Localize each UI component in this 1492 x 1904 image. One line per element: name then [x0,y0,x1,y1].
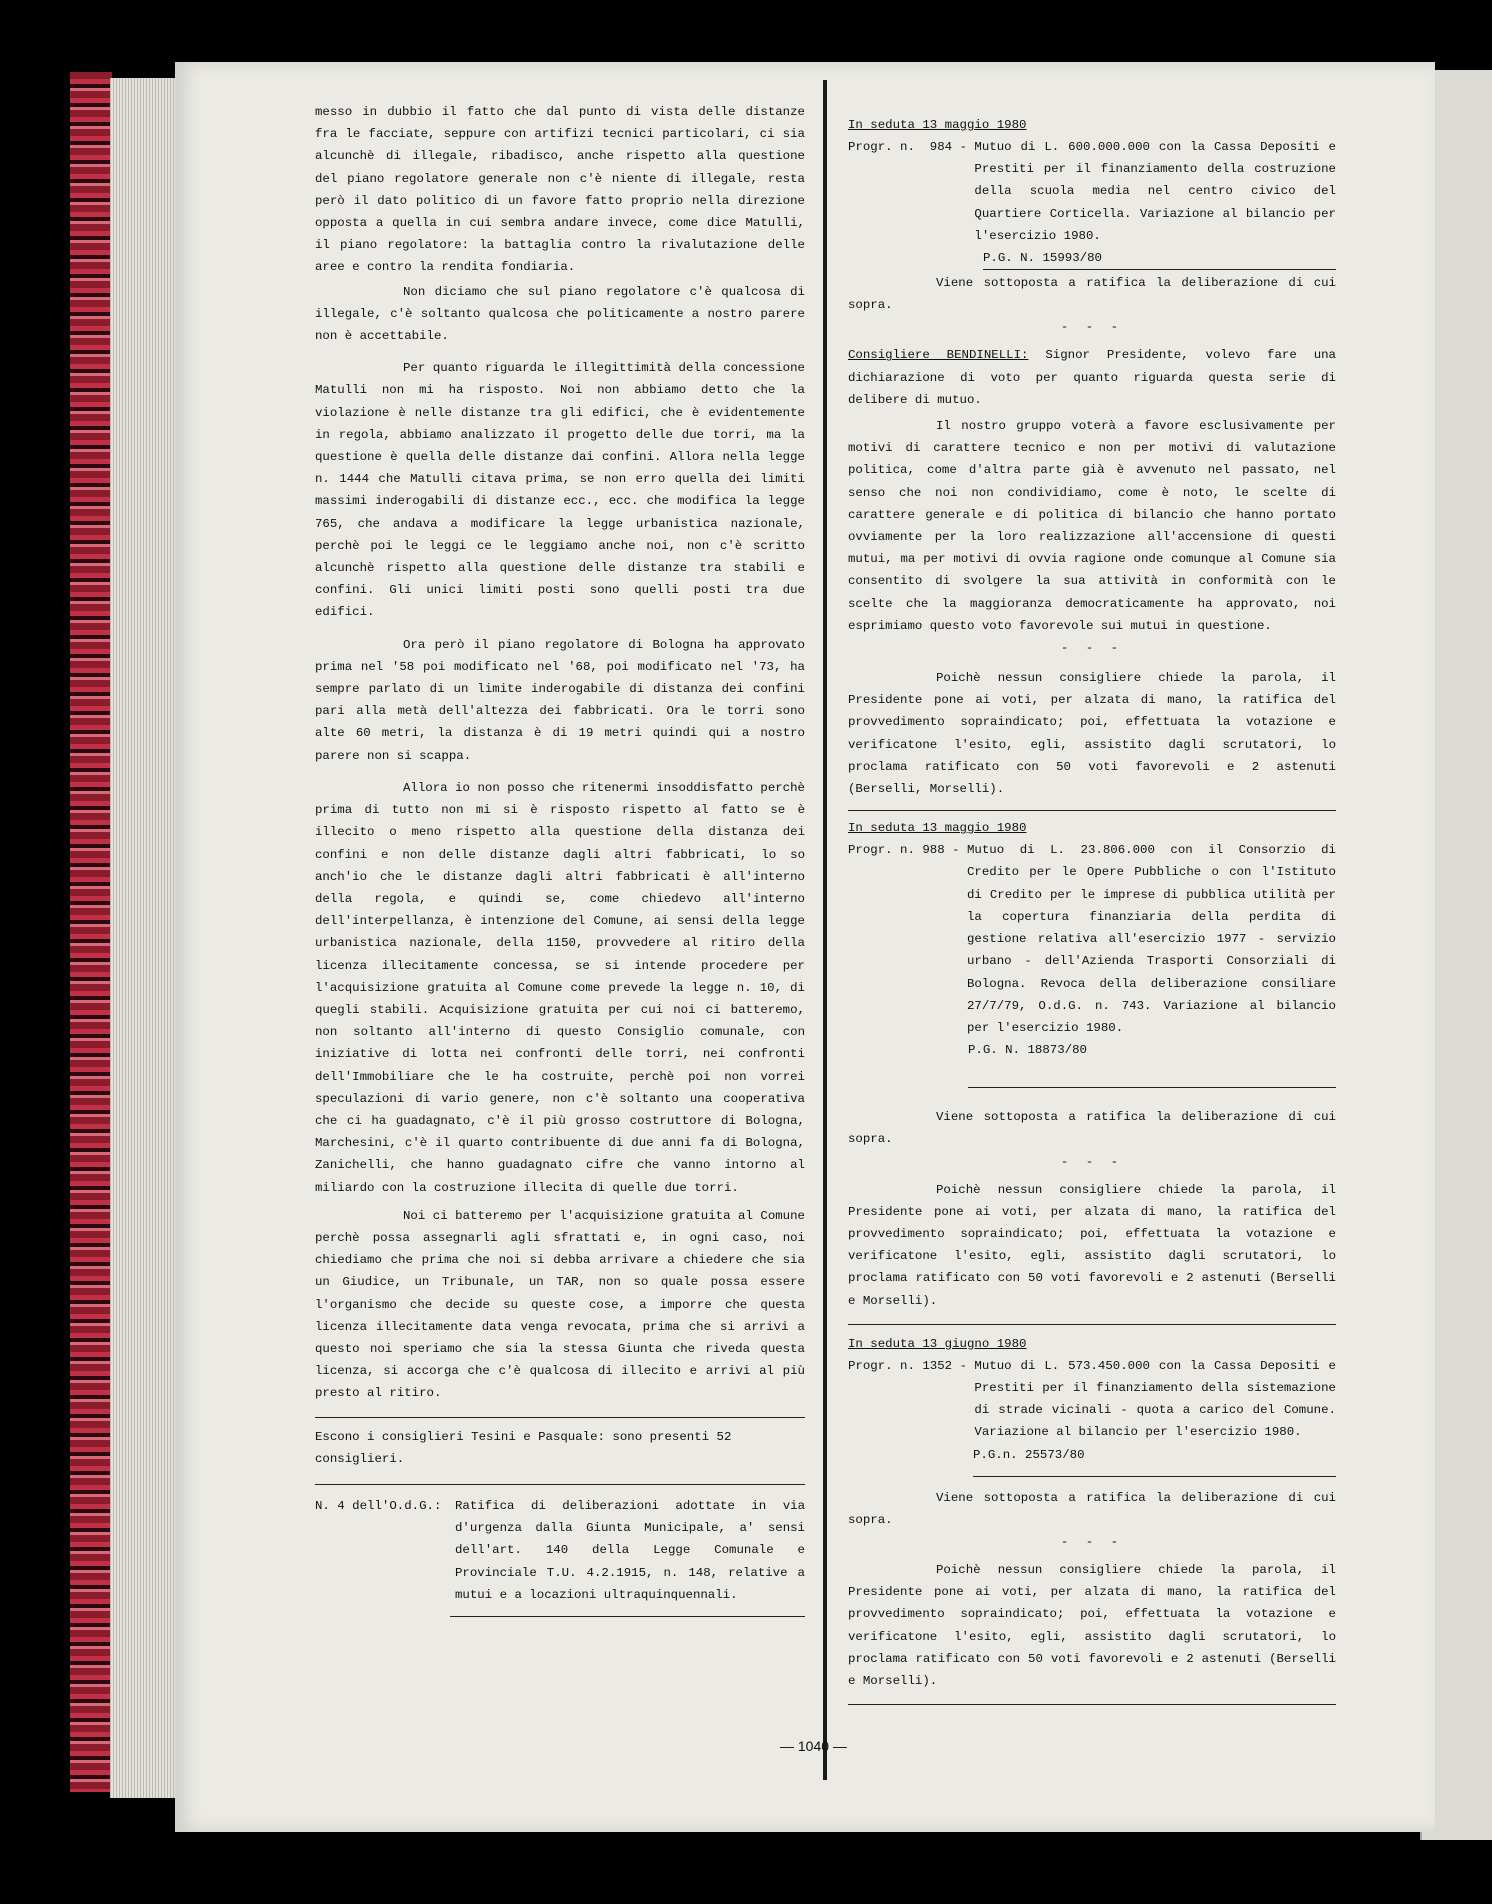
session-heading: In seduta 13 giugno 1980 [848,1336,1027,1351]
separator-rule [848,810,1336,811]
page-number: — 1040 — [780,1738,847,1754]
session-heading: In seduta 13 maggio 1980 [848,821,1027,836]
progr-label: Progr. n. 984 - [848,140,975,154]
bendinelli-paragraph: Il nostro gruppo voterà a favore esclusivamente per motivi di carattere tecnico e non per motivi di valutazione politica, come d'altra parte già è avvenuto nel passato, nel senso che noi non condividiamo, come è noto, le scelte di carattere generale e di politica di bilancio che hanno portato ovviamente per la loro realizzazione all'accensione di questi mutui, ma per motivi di ovvia ragione onde comunque al Comune sia consentito di svolgere la sua attività in conformità con le scelte che la maggioranza democraticamente ha approvato, noi esprimiamo questo voto favorevole sui mutui in questione. [848,419,1336,633]
speaker-name: Consigliere BENDINELLI: [848,348,1029,363]
pg-number: P.G. N. 18873/80 [968,1043,1087,1058]
progr-text: Mutuo di L. 573.450.000 con la Cassa Depositi e Prestiti per il finanziamento della sistemazione di strade vicinali - quota a carico del Comune. Variazione al bilancio per l'esercizio 1980. [974,1358,1336,1440]
separator-rule [973,1476,1336,1477]
vote-paragraph: Poichè nessun consigliere chiede la parola, il Presidente pone ai voti, per alzata di mano, la ratifica del provvedimento sopraindicato; poi, effettuata la votazione e verificatone l'esito, egli, assistito dagli scrutatori, lo proclama ratificato con 50 voti favorevoli e 2 astenuti (Berselli e Morselli). [848,1562,1336,1688]
separator-rule [315,1484,805,1485]
dashes: - - - [1060,641,1124,656]
vote-paragraph: Poichè nessun consigliere chiede la parola, il Presidente pone ai voti, per alzata di mano, la ratifica del provvedimento sopraindicato; poi, effettuata la votazione e verificatone l'esito, egli, assistito dagli scrutatori, lo proclama ratificato con 50 voti favorevoli e 2 astenuti (Berselli, Morselli). [848,671,1336,797]
odg-item [315,1495,805,1606]
left-column [315,101,805,1617]
paragraph-2: Non diciamo che sul piano regolatore c'è qualcosa di illegale, c'è soltanto qualcosa che politicamente a nostro parere non è accettabile. [315,284,805,344]
paragraph-6: Noi ci batteremo per l'acquisizione gratuita al Comune perchè possa assegnarli agli sfrattati e, in ogni caso, noi chiediamo che prima che noi si debba arrivare a chiedere che sia un Giudice, un Tribunale, un TAR, non so quale possa essere l'organismo che decide su queste cose, a imporre che questa licenza illecitamente data venga revocata, prima che si arrivi a questo noi speriamo che sia la stessa Giunta che riveda questa licenza, si accorga che c'è qualcosa di illecito e arrivi al più presto al ritiro. [315,1208,805,1401]
progr-item [848,839,1336,1039]
separator-rule [968,1087,1336,1088]
column-divider [823,80,827,1780]
progr-item [848,1355,1336,1444]
paragraph-4: Ora però il piano regolatore di Bologna ha approvato prima nel '58 poi modificato nel '68, poi modificato nel '73, ha sempre parlato di un limite inderogabile di distanza dei confini pari alla metà dell'altezza dei fabbricati. Ora le torri sono alte 60 metri, la distanza è di 19 metri quindi qui a nostro parere non si scappa. [315,637,805,763]
paragraph-5: Allora io non posso che ritenermi insoddisfatto perchè prima di tutto non mi si è risposto rispetto al fatto se è illecito o meno rispetto alla questione della distanza dei confini e non delle distanze dagli altri fabbricati, lo so anch'io che le distanze dagli altri fabbricati è all'interno della regola, e quindi se, come chiedevo all'interno dell'interpellanza, è intenzione del Comune, ai sensi della legge urbanistica nazionale, della 1150, provvedere al ritiro della licenza illecitamente concessa, se si intende procedere per l'acquisizione gratuita al Comune come prevede la legge n. 10, di quegli stabili. Acquisizione gratuita per cui noi ci batteremo, non soltanto all'interno di questo Consiglio comunale, con iniziative di lotta nei confronti delle torri, nei confronti dell'Immobiliare che le ha costruite, perchè poi non vorrei speculazioni di vario genere, non c'è soltanto una cooperativa che ci ha guadagnato, c'è il più grosso costruttore di Bologna, Marchesini, c'è il quarto contribuente di due anni fa di Bologna, Zanichelli, che hanno guadagnato cifre che vanno intorno al miliardo con la costruzione illecita di quelle due torri. [315,780,805,1195]
vote-paragraph: Poichè nessun consigliere chiede la parola, il Presidente pone ai voti, per alzata di mano, la ratifica del provvedimento sopraindicato; poi, effettuata la votazione e verificatone l'esito, egli, assistito dagli scrutatori, lo proclama ratificato con 50 voti favorevoli e 2 astenuti (Berselli e Morselli). [848,1182,1336,1308]
separator-rule [983,269,1336,270]
separator-rule [848,1324,1336,1325]
dashes: - - - [1060,1534,1124,1549]
dashes: - - - [1060,1154,1124,1169]
separator-rule [848,1704,1336,1705]
ratifica-note: Viene sottoposta a ratifica la deliberazione di cui sopra. [848,276,1336,313]
speaker-text: Signor Presidente, volevo fare una dichiarazione di voto per quanto riguarda questa serie di delibere di mutuo. [848,348,1336,407]
session-heading: In seduta 13 maggio 1980 [848,118,1027,132]
odg-text: Ratifica di deliberazioni adottate in via d'urgenza dalla Giunta Municipale, a' sensi dell'art. 140 della Legge Comunale e Provinciale T.U. 4.2.1915, n. 148, relative a mutui e a locazioni ultraquinquennali. [455,1498,805,1602]
separator-rule [450,1616,805,1617]
bendinelli-intervention [848,344,1336,411]
pg-number: P.G.n. 25573/80 [973,1447,1085,1462]
progr-item [848,136,1336,247]
progr-text: Mutuo di L. 23.806.000 con il Consorzio di Credito per le Opere Pubbliche o con l'Istituto di Credito per le imprese di pubblica utilità per la copertura finanziaria della perdita di gestione relativa all'esercizio 1977 - servizio urbano - dell'Azienda Trasporti Consorziali di Bologna. Revoca della deliberazione consiliare 27/7/79, O.d.G. n. 743. Variazione al bilancio per l'esercizio 1980. [966,843,1336,1035]
progr-text: Mutuo di L. 600.000.000 con la Cassa Depositi e Prestiti per il finanziamento della costruzione della scuola media nel centro civico del Quartiere Corticella. Variazione al bilancio per l'esercizio 1980. [974,140,1336,243]
paragraph-1: messo in dubbio il fatto che dal punto di vista delle distanze fra le facciate, seppure con artifizi tecnici particolari, ci sia alcunchè di illegale, ribadisco, anche rispetto alla questione del piano regolatore generale non c'è niente di illegale, resta però il dato politico di un favore fatto proprio nella direzione opposta a quella in cui sembra andare invece, come dice Matulli, il piano regolatore: la battaglia contro la rivalutazione delle aree e contro la rendita fondiaria. [315,105,805,275]
right-column [848,114,1336,1705]
ratifica-note: Viene sottoposta a ratifica la deliberazione di cui sopra. [848,1490,1336,1527]
dashes: - - - [1060,320,1124,335]
progr-label: Progr. n. 1352 - [848,1358,975,1373]
presenti-note: Escono i consiglieri Tesini e Pasquale: sono presenti 52 consiglieri. [315,1429,732,1466]
odg-label: N. 4 dell'O.d.G.: [315,1498,442,1513]
pg-number: P.G. N. 15993/80 [983,251,1102,266]
paragraph-3: Per quanto riguarda le illegittimità della concessione Matulli non mi ha risposto. Noi non abbiamo detto che la violazione è nelle distanze tra gli edifici, che è evidentemente in regola, abbiamo analizzato il progetto delle due torri, ma la questione è quella delle distanze dai confini. Allora nella legge n. 1444 che Matulli citava prima, se non erro quella dei limiti massimi inderogabili di distanze ecc., ecc. che modifica la legge 765, che andava a modificare la legge urbanistica nazionale, perchè poi le leggi ce le leggiamo anche noi, non c'è scritto alcunchè rispetto alla questione delle distanze tra stabili e confini. Gli unici limiti posti sono quelli posti tra due edifici. [315,361,805,620]
progr-label: Progr. n. 988 - [848,843,967,858]
book-edge-marbled [70,72,112,1792]
ratifica-note: Viene sottoposta a ratifica la deliberazione di cui sopra. [848,1110,1336,1147]
